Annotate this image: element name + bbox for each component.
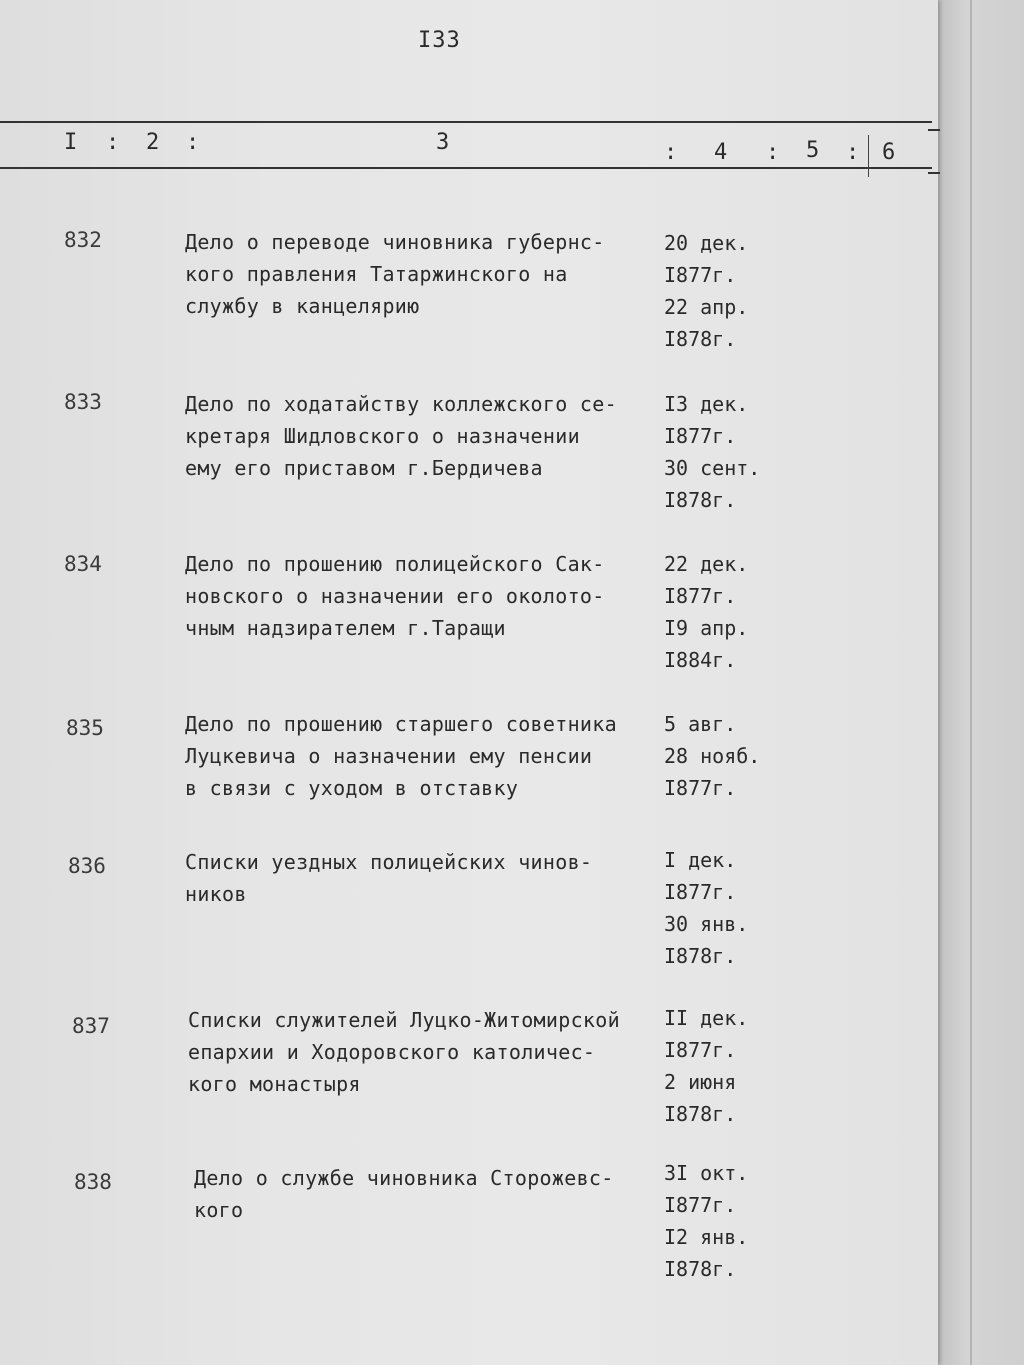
entry-title-line: Списки уездных полицейских чинов- [185, 850, 593, 874]
header-rule-tick [928, 129, 940, 131]
entry-title [188, 1004, 620, 1100]
date-line: I877г. [664, 263, 737, 287]
entry-title-line: епархии и Ходоровского католичес- [188, 1040, 596, 1064]
entry-dates [664, 388, 760, 516]
date-line: 22 апр. [664, 295, 749, 319]
entry-title [194, 1162, 614, 1226]
entry-title-line: ников [185, 882, 247, 906]
date-line: I884г. [664, 648, 737, 672]
entry-dates [664, 708, 760, 804]
column-header-6: 6 [882, 140, 896, 165]
entry-title [185, 708, 617, 804]
date-line: I877г. [664, 776, 737, 800]
entry-number: 835 [66, 716, 104, 740]
date-line: 5 авг. [664, 712, 737, 736]
column-separator: : [106, 130, 120, 155]
entry-title-line: Дело по ходатайству коллежского се- [185, 392, 617, 416]
entry-title-line: ему его приставом г.Бердичева [185, 456, 543, 480]
column-separator: : [664, 140, 678, 165]
date-line: 28 нояб. [664, 744, 761, 768]
entry-number: 832 [64, 228, 102, 252]
entry-title [185, 548, 605, 644]
date-line: 2 июня [664, 1070, 737, 1094]
header-bottom-rule [0, 167, 932, 169]
entry-title-line: кого монастыря [188, 1072, 361, 1096]
entry-title [185, 846, 592, 910]
date-line: I878г. [664, 488, 737, 512]
column-header-4: 4 [714, 140, 728, 165]
column-header-2: 2 [146, 130, 160, 155]
entry-dates [664, 1157, 748, 1285]
page-fold [970, 0, 972, 1365]
date-line: I877г. [664, 1038, 737, 1062]
date-line: I дек. [664, 848, 737, 872]
entry-title-line: кого правления Татаржинского на [185, 262, 568, 286]
entry-title-line: чным надзирателем г.Таращи [185, 616, 506, 640]
entry-number: 833 [64, 390, 102, 414]
page-number: I33 [418, 28, 461, 53]
entry-number: 834 [64, 552, 102, 576]
column-divider [868, 135, 869, 177]
column-header-3: 3 [436, 130, 450, 155]
date-line: I3 дек. [664, 392, 749, 416]
entry-title [185, 388, 617, 484]
date-line: 30 сент. [664, 456, 761, 480]
entry-dates [664, 844, 748, 972]
date-line: I877г. [664, 424, 737, 448]
column-separator: : [766, 140, 780, 165]
date-line: I877г. [664, 584, 737, 608]
entry-title-line: кого [194, 1198, 244, 1222]
date-line: 20 дек. [664, 231, 749, 255]
date-line: I877г. [664, 1193, 737, 1217]
entry-title-line: кретаря Шидловского о назначении [185, 424, 580, 448]
entry-dates [664, 1002, 748, 1130]
header-top-rule [0, 121, 932, 123]
date-line: I2 янв. [664, 1225, 749, 1249]
date-line: 22 дек. [664, 552, 749, 576]
date-line: I9 апр. [664, 616, 749, 640]
entry-title-line: Дело по прошению полицейского Сак- [185, 552, 605, 576]
entry-title-line: Дело о службе чиновника Сторожевс- [194, 1166, 614, 1190]
entry-title-line: Луцкевича о назначении ему пенсии [185, 744, 593, 768]
entry-number: 838 [74, 1170, 112, 1194]
entry-number: 837 [72, 1014, 110, 1038]
date-line: I878г. [664, 944, 737, 968]
entry-title-line: новского о назначении его околото- [185, 584, 605, 608]
entry-title [185, 226, 605, 322]
entry-title-line: Списки служителей Луцко-Житомирской [188, 1008, 620, 1032]
entry-title-line: в связи с уходом в отставку [185, 776, 519, 800]
entry-dates [664, 548, 748, 676]
date-line: I878г. [664, 327, 737, 351]
date-line: I878г. [664, 1257, 737, 1281]
entry-title-line: Дело о переводе чиновника губернс- [185, 230, 605, 254]
entry-title-line: службу в канцелярию [185, 294, 420, 318]
underlying-page [930, 0, 1024, 1365]
date-line: I877г. [664, 880, 737, 904]
entry-number: 836 [68, 854, 106, 878]
date-line: 30 янв. [664, 912, 749, 936]
entry-title-line: Дело по прошению старшего советника [185, 712, 617, 736]
date-line: I878г. [664, 1102, 737, 1126]
column-separator: : [846, 140, 860, 165]
entry-dates [664, 227, 748, 355]
header-rule-tick [928, 172, 940, 174]
column-separator: : [186, 130, 200, 155]
column-header-5: 5 [806, 138, 820, 163]
column-header-1: I [64, 130, 78, 155]
date-line: 3I окт. [664, 1161, 749, 1185]
date-line: II дек. [664, 1006, 749, 1030]
